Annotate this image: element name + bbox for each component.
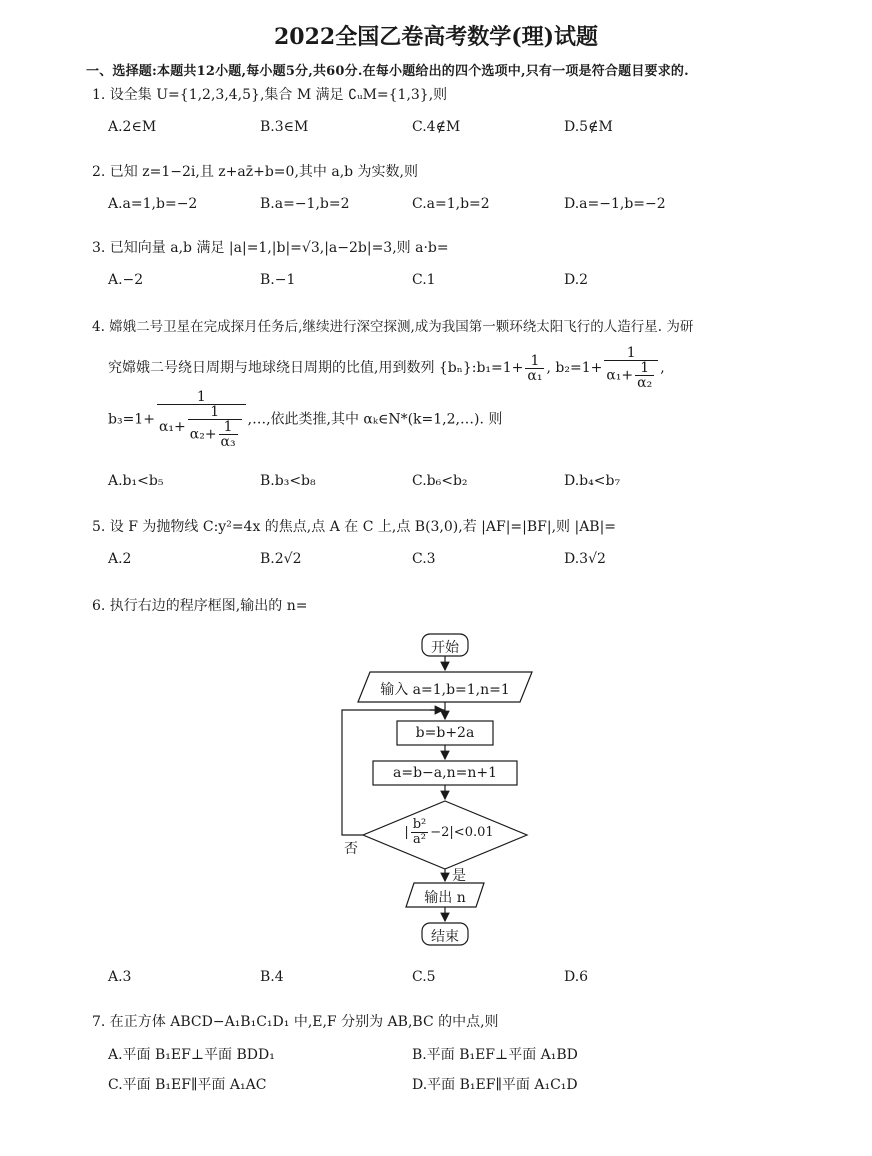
question-4-line-1: 4. 嫦娥二号卫星在完成探月任务后,继续进行深空探测,成为我国第一颗环绕太阳飞行的人造行星. 为研 (92, 319, 694, 335)
q5-option-c: C.3 (412, 551, 436, 567)
q6-option-b: B.4 (260, 969, 284, 985)
q2-option-c: C.a=1,b=2 (412, 196, 490, 212)
flow-input-label: 输入 a=1,b=1,n=1 (380, 682, 510, 698)
flow-output-box (406, 883, 484, 907)
q1-option-c: C.4∉M (412, 119, 461, 135)
q5-option-b: B.2√2 (260, 551, 302, 567)
flow-condition-diamond (363, 801, 527, 869)
q4-sequence-intro: 究嫦娥二号绕日周期与地球绕日周期的比值,用到数列 {bₙ}:b₁=1+ (108, 360, 524, 376)
q7-option-b: B.平面 B₁EF⊥平面 A₁BD (412, 1047, 578, 1063)
flow-end-label: 结束 (431, 929, 459, 945)
flow-condition-label: | $\frac{\text{b²}}{\text{a²}}$ −2|<0.01 (404, 817, 494, 847)
q6-option-d: D.6 (564, 969, 589, 985)
q3-option-d: D.2 (564, 272, 589, 288)
flow-step2-box (373, 761, 517, 785)
q4-b1-denominator: α₁ (527, 367, 543, 384)
flow-start-label: 开始 (431, 640, 459, 656)
flow-step2-label: a=b−a,n=n+1 (393, 765, 497, 781)
q4-b2-numerator: 1 (604, 346, 658, 361)
q7-option-d: D.平面 B₁EF∥平面 A₁C₁D (412, 1077, 578, 1093)
flow-loop-back (342, 710, 445, 835)
flow-step1-label: b=b+2a (415, 725, 475, 741)
q3-option-b: B.−1 (260, 272, 296, 288)
q6-option-c: C.5 (412, 969, 436, 985)
q4-option-a: A.b₁<b₅ (108, 473, 164, 489)
flow-start-box (422, 634, 468, 656)
question-6-stem: 6. 执行右边的程序框图,输出的 n= (92, 598, 308, 614)
question-1-stem: 1. 设全集 U={1,2,3,4,5},集合 M 满足 ∁ᵤM={1,3},则 (92, 87, 448, 103)
q4-b2-prefix: , b₂=1+ (546, 360, 603, 376)
q4-b3-suffix: ,…,依此类推,其中 αₖ∈N*(k=1,2,…). 则 (247, 411, 503, 428)
q4-b2-inner-fraction: $\frac{1}{\text{α₂}}$ (637, 360, 653, 391)
q1-option-b: B.3∈M (260, 119, 309, 135)
q4-option-c: C.b₆<b₂ (412, 473, 468, 489)
q3-option-a: A.−2 (108, 272, 144, 288)
q1-option-a: A.2∈M (108, 119, 157, 135)
question-4-line-2: 究嫦娥二号绕日周期与地球绕日周期的比值,用到数列 {bₙ}:b₁=1+ $\frac{1}{\text{α₁}}$ , b₂=1+ 1 α₁+ $\frac{1}{\text{α₂}}$ , (108, 345, 665, 391)
q4-b3-prefix: b₃=1+ (108, 411, 155, 428)
q7-option-c: C.平面 B₁EF∥平面 A₁AC (108, 1077, 267, 1093)
q5-option-d: D.3√2 (564, 551, 606, 567)
flow-input-box (358, 672, 532, 702)
q4-option-d: D.b₄<b₇ (564, 473, 621, 489)
q4-b3-fraction: 1 α₁+ 1 α₂+ $\frac{1}{\text{α₃}}$ (157, 390, 246, 449)
question-5-stem: 5. 设 F 为抛物线 C:y²=4x 的焦点,点 A 在 C 上,点 B(3,0),若 |AF|=|BF|,则 |AB|= (92, 519, 617, 535)
q7-option-a: A.平面 B₁EF⊥平面 BDD₁ (108, 1047, 275, 1063)
flow-yes-label: 是 (452, 868, 466, 884)
q6-option-a: A.3 (108, 969, 132, 985)
q2-option-b: B.a=−1,b=2 (260, 196, 350, 212)
q3-option-c: C.1 (412, 272, 436, 288)
q4-b1-numerator: 1 (525, 354, 544, 369)
section-heading: 一、选择题:本题共12小题,每小题5分,共60分.在每小题给出的四个选项中,只有一项是符合题目要求的. (86, 64, 689, 79)
flow-end-box (422, 923, 468, 945)
q4-b1-fraction (525, 354, 544, 383)
q1-option-d: D.5∉M (564, 119, 613, 135)
q5-option-a: A.2 (108, 551, 132, 567)
q4-b2-denominator: α₁+ $\frac{1}{\text{α₂}}$ (606, 360, 653, 391)
question-7-stem: 7. 在正方体 ABCD−A₁B₁C₁D₁ 中,E,F 分别为 AB,BC 的中点,则 (92, 1014, 499, 1030)
q2-option-d: D.a=−1,b=−2 (564, 196, 666, 212)
flow-no-label: 否 (344, 841, 358, 857)
question-2-stem: 2. 已知 z=1−2i,且 z+az̄+b=0,其中 a,b 为实数,则 (92, 164, 419, 180)
flow-output-label: 输出 n (424, 890, 466, 906)
q4-option-b: B.b₃<b₈ (260, 473, 316, 489)
page-title: 2022全国乙卷高考数学(理)试题 (273, 24, 599, 50)
question-4-line-3 (108, 390, 502, 449)
flow-step1-box (397, 721, 493, 745)
q4-b2-fraction (604, 346, 658, 390)
question-3-stem: 3. 已知向量 a,b 满足 |a|=1,|b|=√3,|a−2b|=3,则 a·b= (92, 240, 449, 256)
q2-option-a: A.a=1,b=−2 (108, 196, 198, 212)
